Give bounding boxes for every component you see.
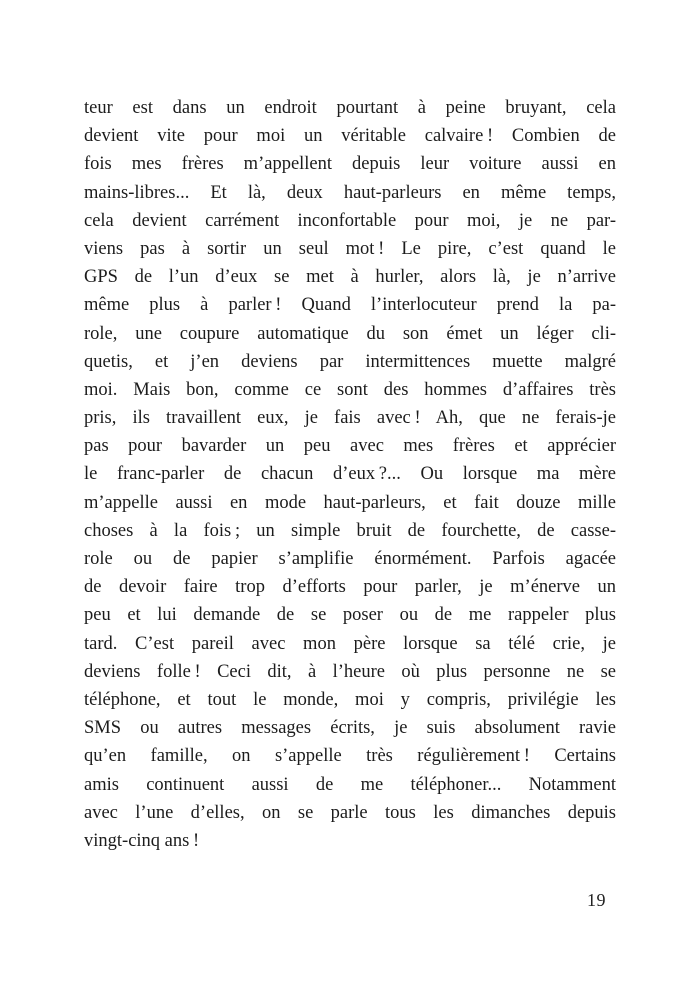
text-line: devient vite pour moi un véritable calvaire ! Combien de: [84, 126, 616, 147]
text-line: role, une coupure automatique du son émet un léger cli-: [84, 323, 616, 344]
text-line: le franc-parler de chacun d’eux ?... Ou lorsque ma mère: [84, 464, 616, 485]
text-line: deviens folle ! Ceci dit, à l’heure où plus personne ne se: [84, 661, 616, 682]
text-line: teur est dans un endroit pourtant à peine bruyant, cela: [84, 98, 616, 118]
text-line: avec l’une d’elles, on se parle tous les dimanches depuis: [84, 802, 616, 823]
text-line: viens pas à sortir un seul mot ! Le pire, c’est quand le: [84, 238, 616, 259]
text-line: téléphone, et tout le monde, moi y compris, privilégie les: [84, 689, 616, 710]
text-line: qu’en famille, on s’appelle très régulièrement ! Certains: [84, 746, 616, 767]
text-line: choses à la fois ; un simple bruit de fourchette, de casse-: [84, 520, 616, 541]
text-line: m’appelle aussi en mode haut-parleurs, et fait douze mille: [84, 492, 616, 513]
text-line: cela devient carrément inconfortable pour moi, je ne par-: [84, 210, 616, 231]
text-line: mains-libres... Et là, deux haut-parleurs en même temps,: [84, 182, 616, 203]
text-line: pris, ils travaillent eux, je fais avec ! Ah, que ne ferais-je: [84, 408, 616, 429]
text-line: quetis, et j’en deviens par intermittences muette malgré: [84, 351, 616, 372]
text-line: role ou de papier s’amplifie énormément. Parfois agacée: [84, 549, 616, 569]
body-text-paragraph: [84, 94, 616, 855]
text-line: SMS ou autres messages écrits, je suis absolument ravie: [84, 718, 616, 739]
text-line: fois mes frères m’appellent depuis leur voiture aussi en: [84, 154, 616, 175]
text-line: même plus à parler ! Quand l’interlocuteur prend la pa-: [84, 295, 616, 316]
text-line: tard. C’est pareil avec mon père lorsque sa télé crie, je: [84, 633, 616, 654]
text-line: vingt-cinq ans !: [84, 830, 200, 851]
text-line: peu et lui demande de se poser ou de me rappeler plus: [84, 605, 616, 626]
text-line: pas pour bavarder un peu avec mes frères et apprécier: [84, 436, 616, 457]
text-line: de devoir faire trop d’efforts pour parler, je m’énerve un: [84, 577, 616, 598]
text-line: moi. Mais bon, comme ce sont des hommes d’affaires très: [84, 379, 616, 400]
text-line: amis continuent aussi de me téléphoner... Notamment: [84, 774, 616, 795]
text-line: GPS de l’un d’eux se met à hurler, alors là, je n’arrive: [84, 267, 616, 288]
page-number: 19: [587, 890, 606, 910]
